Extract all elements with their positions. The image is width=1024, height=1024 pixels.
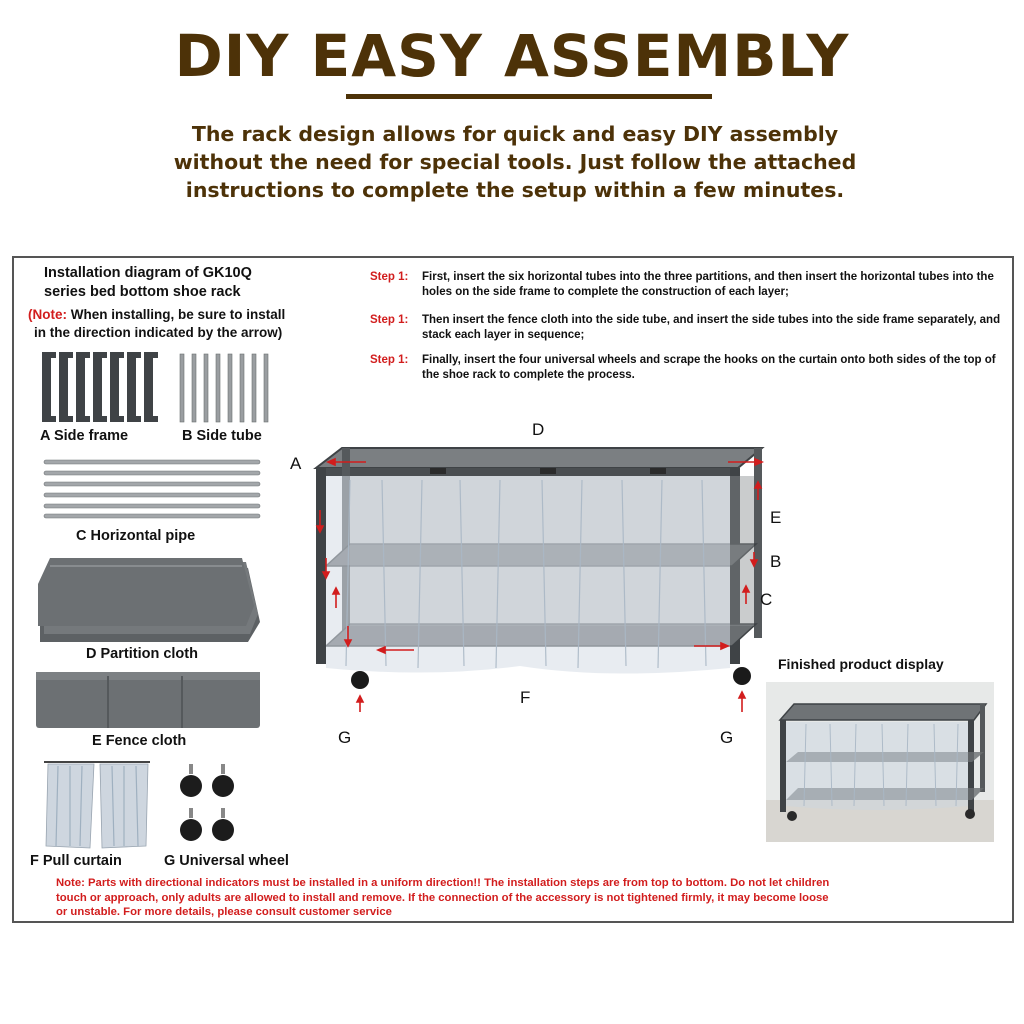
- finished-product-label: Finished product display: [778, 656, 944, 672]
- universal-wheel-image: [176, 764, 254, 850]
- callout-g-right: G: [720, 728, 734, 747]
- bottom-safety-note: [56, 876, 986, 920]
- diagram-title-line: Installation diagram of GK10Q: [44, 265, 252, 281]
- side-tube-image: [180, 354, 272, 424]
- callout-c: C: [760, 590, 773, 609]
- step-text: Finally, insert the four universal wheels and scrape the hooks on the curtain onto both sides of the top of the shoe rack to complete the process.: [422, 354, 996, 381]
- part-label-partition-cloth: D Partition cloth: [86, 646, 198, 662]
- part-label-pull-curtain: F Pull curtain: [30, 853, 122, 869]
- page-title: DIY EASY ASSEMBLY: [174, 22, 850, 90]
- part-label-side-frame: A Side frame: [40, 428, 129, 444]
- step-label: Step 1:: [370, 354, 409, 366]
- subtitle-line: without the need for special tools. Just follow the attached: [173, 150, 857, 174]
- instruction-panel: [12, 256, 1014, 923]
- note-line: in the direction indicated by the arrow): [34, 325, 283, 340]
- note-prefix: (Note:: [28, 307, 67, 322]
- bottom-note-line: Note: Parts with directional indicators must be installed in a uniform direction!! The installation steps are from top to bottom. Do not let children: [56, 877, 830, 889]
- part-label-horizontal-pipe: C Horizontal pipe: [76, 528, 196, 544]
- callout-d: D: [532, 420, 545, 439]
- pull-curtain-image: [44, 758, 150, 850]
- step-label: Step 1:: [370, 271, 409, 283]
- part-label-universal-wheel: G Universal wheel: [164, 853, 289, 869]
- part-label-fence-cloth: E Fence cloth: [92, 733, 187, 749]
- side-frame-image: [42, 352, 162, 424]
- part-label-side-tube: B Side tube: [182, 428, 262, 444]
- step-1: [370, 270, 1010, 302]
- title-underline: [346, 94, 712, 99]
- subtitle-line: The rack design allows for quick and easy DIY assembly: [191, 122, 839, 146]
- step-text: Then insert the fence cloth into the side tube, and insert the side tubes into the side frame separately, and stack each layer in sequence;: [422, 314, 1001, 341]
- subtitle: [100, 120, 930, 204]
- subtitle-line: instructions to complete the setup within a few minutes.: [185, 178, 845, 202]
- callout-b: B: [770, 552, 782, 571]
- assembled-rack-diagram: [310, 440, 774, 702]
- install-direction-note: [28, 306, 285, 342]
- callout-g-left: G: [338, 728, 352, 747]
- step-2: [370, 313, 1010, 345]
- diagram-title: [44, 264, 252, 302]
- horizontal-pipe-image: [44, 458, 264, 520]
- callout-e: E: [770, 508, 782, 527]
- callout-a: A: [290, 454, 302, 473]
- step-3: [370, 353, 1010, 385]
- finished-product-photo: [766, 682, 994, 842]
- callout-f: F: [520, 688, 531, 707]
- bottom-note-line: or unstable. For more details, please consult customer service: [56, 906, 392, 918]
- note-line: [28, 306, 285, 324]
- step-text: First, insert the six horizontal tubes into the three partitions, and then insert the horizontal tubes into the holes on the side frame to complete the construction of each layer;: [422, 271, 994, 298]
- bottom-note-line: touch or approach, only adults are allowed to install and remove. If the connection of the accessory is not tightened firmly, it may become loose: [56, 891, 829, 904]
- fence-cloth-image: [36, 672, 262, 730]
- note-line1-rest: When installing, be sure to install: [67, 307, 286, 322]
- step-label: Step 1:: [370, 314, 409, 326]
- partition-cloth-image: [36, 558, 262, 646]
- diagram-title-line: series bed bottom shoe rack: [44, 284, 241, 300]
